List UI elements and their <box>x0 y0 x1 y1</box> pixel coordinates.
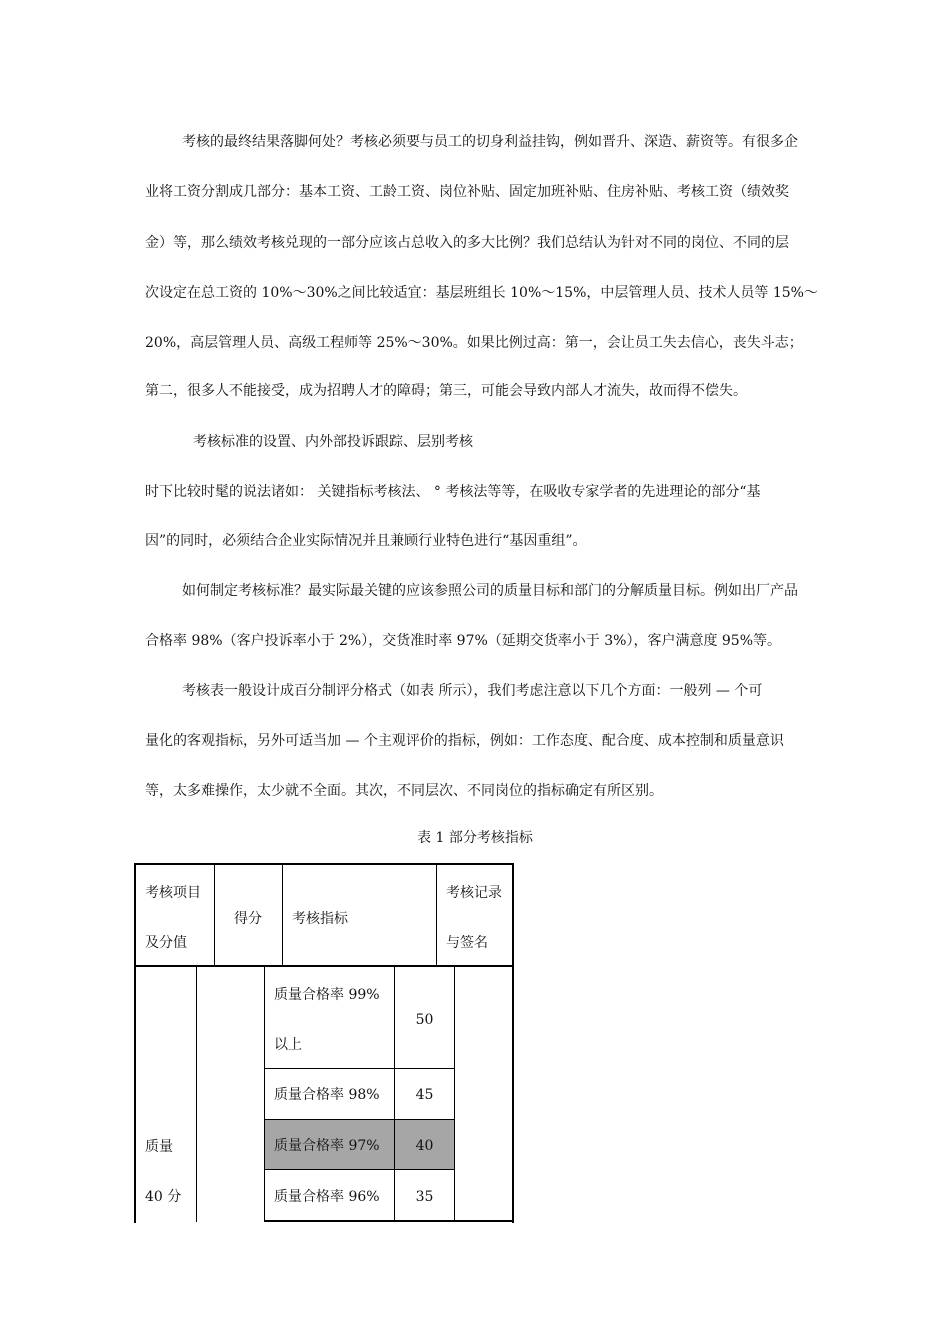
table-border <box>454 966 455 1222</box>
table-border <box>214 863 215 966</box>
indicator-cell: 质量合格率 99% <box>274 987 380 1003</box>
text-line: 考核的最终结果落脚何处？考核必须要与员工的切身利益挂钩，例如晋升、深造、薪资等。有很多企 <box>182 134 798 150</box>
header-item: 考核项目 <box>145 885 201 901</box>
table-border <box>134 863 136 1223</box>
text-line: 因”的同时，必须结合企业实际情况并且兼顾行业特色进行“基因重组”。 <box>145 533 587 549</box>
table-border <box>264 966 265 1222</box>
text-line: 第二，很多人不能接受，成为招聘人才的障碍；第三，可能会导致内部人才流失，故而得不偿失。 <box>145 383 747 399</box>
header-record: 与签名 <box>446 935 488 951</box>
text-line: 次设定在总工资的 10%～30%之间比较适宜：基层班组长 10%～15%，中层管理人员、技术人员等 15%～ <box>145 285 818 301</box>
table-border <box>134 863 514 865</box>
table-caption: 表 1 部分考核指标 <box>417 830 533 846</box>
text-line: 等，太多难操作，太少就不全面。其次，不同层次、不同岗位的指标确定有所区别。 <box>145 783 663 799</box>
table-border <box>264 1220 514 1222</box>
header-score: 得分 <box>234 911 262 927</box>
table-border <box>264 1119 455 1120</box>
text-line: 如何制定考核标准？最实际最关键的应该参照公司的质量目标和部门的分解质量目标。例如出厂产品 <box>182 583 798 599</box>
table-border <box>264 1068 455 1069</box>
text-line: 业将工资分割成几部分：基本工资、工龄工资、岗位补贴、固定加班补贴、住房补贴、考核工资（绩效奖 <box>145 184 789 200</box>
points-cell: 50 <box>415 1012 434 1028</box>
header-record: 考核记录 <box>446 885 502 901</box>
header-item: 及分值 <box>145 935 187 951</box>
text-line: 20%，高层管理人员、高级工程师等 25%～30%。如果比例过高：第一，会让员工失去信心，丧失斗志； <box>145 335 803 351</box>
table-border <box>512 863 514 1223</box>
indicator-cell: 质量合格率 97% <box>274 1138 380 1154</box>
table-border <box>264 1169 455 1170</box>
points-cell: 40 <box>415 1138 434 1154</box>
table-border <box>282 863 283 966</box>
text-line: 时下比较时髦的说法诸如： 关键指标考核法、 ° 考核法等等，在吸收专家学者的先进理论的部分“基 <box>145 484 761 500</box>
indicator-cell: 质量合格率 98% <box>274 1087 380 1103</box>
indicator-cell: 以上 <box>274 1037 302 1053</box>
points-cell: 35 <box>415 1189 434 1205</box>
table-border <box>436 863 437 966</box>
table-border <box>196 966 197 1222</box>
points-cell: 45 <box>415 1087 434 1103</box>
section-heading: 考核标准的设置、内外部投诉跟踪、层别考核 <box>193 434 473 450</box>
text-line: 金）等，那么绩效考核兑现的一部分应该占总收入的多大比例？我们总结认为针对不同的岗位、不同的层 <box>145 235 789 251</box>
table-border <box>134 965 514 967</box>
category-label: 质量 <box>145 1139 173 1155</box>
header-indicator: 考核指标 <box>292 911 348 927</box>
text-line: 量化的客观指标，另外可适当加 — 个主观评价的指标，例如：工作态度、配合度、成本控制和质量意识 <box>145 733 784 749</box>
text-line: 考核表一般设计成百分制评分格式（如表 所示），我们考虑注意以下几个方面：一般列 — 个可 <box>182 683 763 699</box>
text-line: 合格率 98%（客户投诉率小于 2%），交货准时率 97%（延期交货率小于 3%），客户满意度 95%等。 <box>145 633 782 649</box>
category-points: 40 分 <box>145 1189 182 1205</box>
indicator-cell: 质量合格率 96% <box>274 1189 380 1205</box>
